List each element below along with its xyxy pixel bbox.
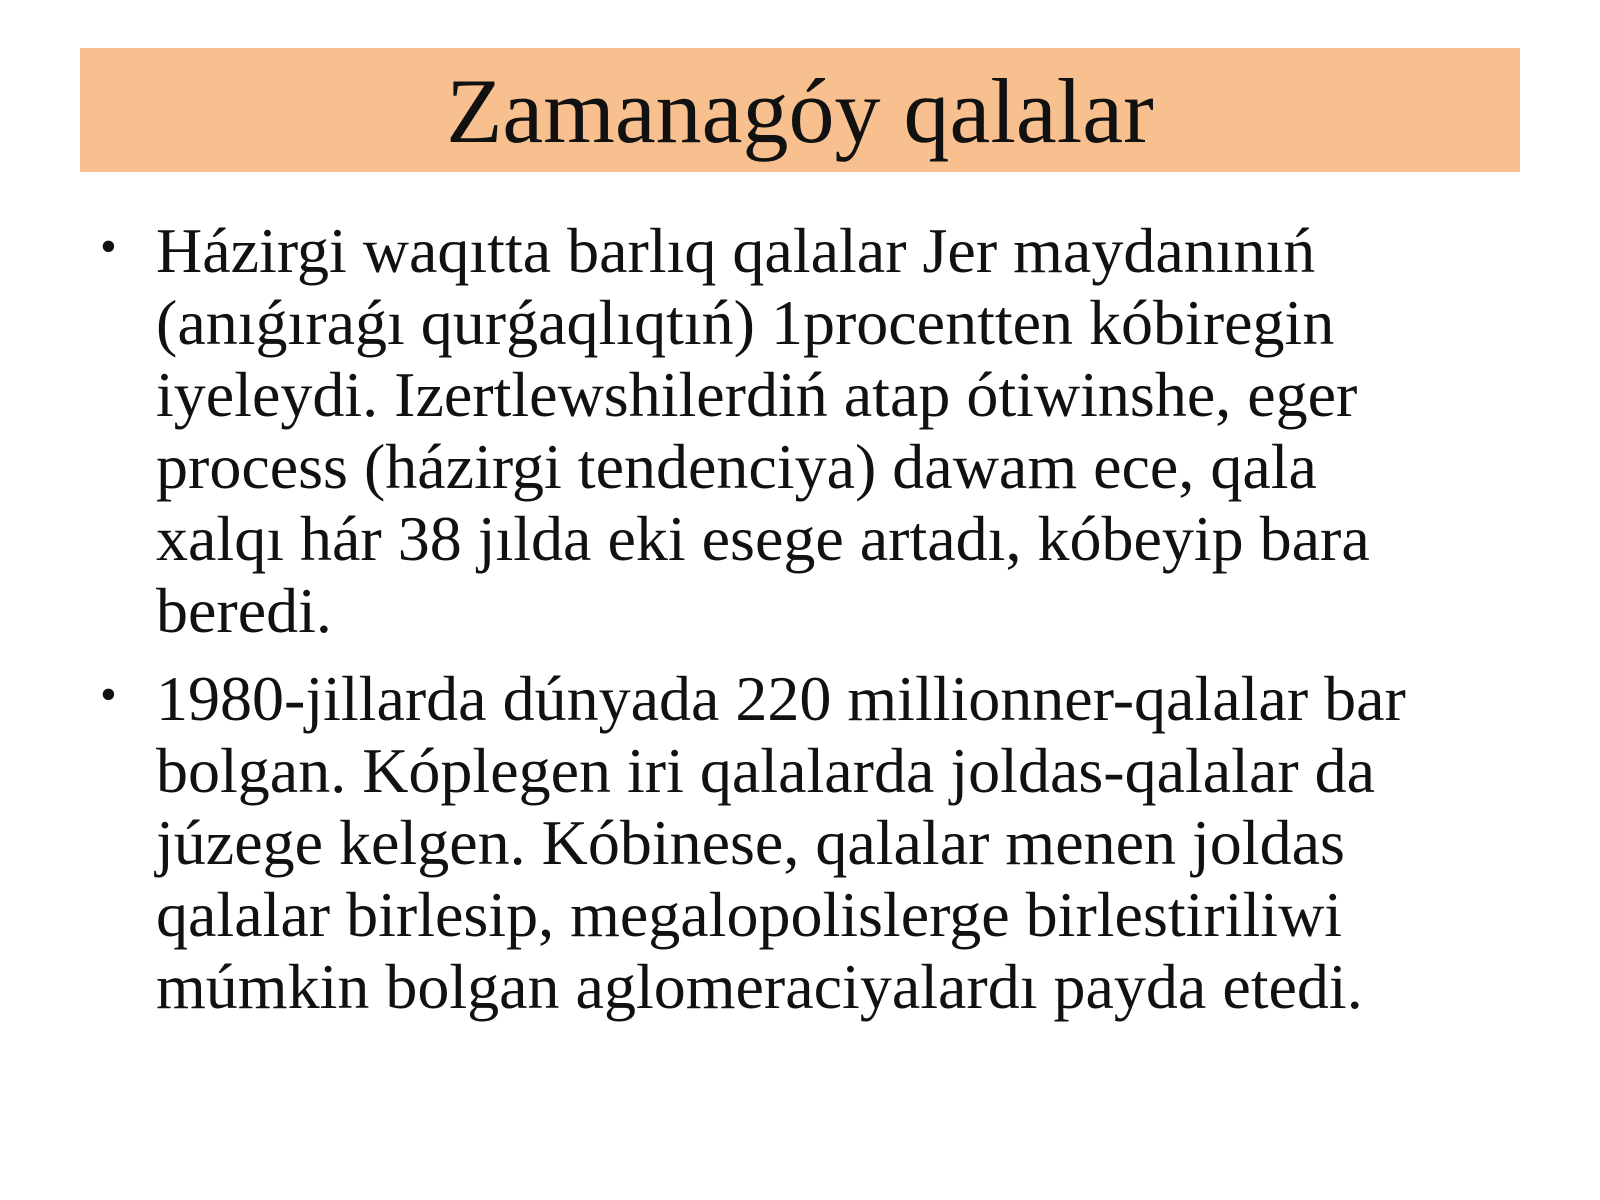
bullet-item — [96, 215, 1496, 647]
bullet-line: júzege kelgen. Kóbinese, qalalar menen joldas — [156, 807, 1345, 878]
bullet-line: 1980-jillarda dúnyada 220 millionner-qalalar bar — [156, 663, 1406, 734]
bullet-icon: • — [100, 668, 117, 721]
title-bar — [80, 48, 1520, 172]
bullet-line: process (házirgi tendenciya) dawam ece, qala — [156, 431, 1317, 502]
bullet-line: xalqı hár 38 jılda eki esege artadı, kóbeyip bara — [156, 503, 1370, 574]
bullet-line: beredi. — [156, 575, 332, 646]
bullet-line: iyeleydi. Izertlewshilerdiń atap ótiwinshe, eger — [156, 359, 1358, 430]
bullet-line: bolgan. Kóplegen iri qalalarda joldas-qalalar da — [156, 735, 1376, 806]
slide-content — [96, 215, 1496, 1039]
bullet-line: qalalar birlesip, megalopolislerge birlestiriliwi — [156, 879, 1343, 950]
bullet-line: Házirgi waqıtta barlıq qalalar Jer maydanınıń — [156, 215, 1316, 286]
bullet-list — [96, 215, 1496, 1023]
bullet-line: múmkin bolgan aglomeraciyalardı payda etedi. — [156, 951, 1363, 1022]
bullet-line: (anıǵıraǵı qurǵaqlıqtıń) 1procentten kóbiregin — [156, 287, 1335, 358]
bullet-item — [96, 663, 1496, 1023]
slide-title: Zamanagóy qalalar — [446, 60, 1154, 162]
bullet-icon: • — [100, 220, 117, 273]
